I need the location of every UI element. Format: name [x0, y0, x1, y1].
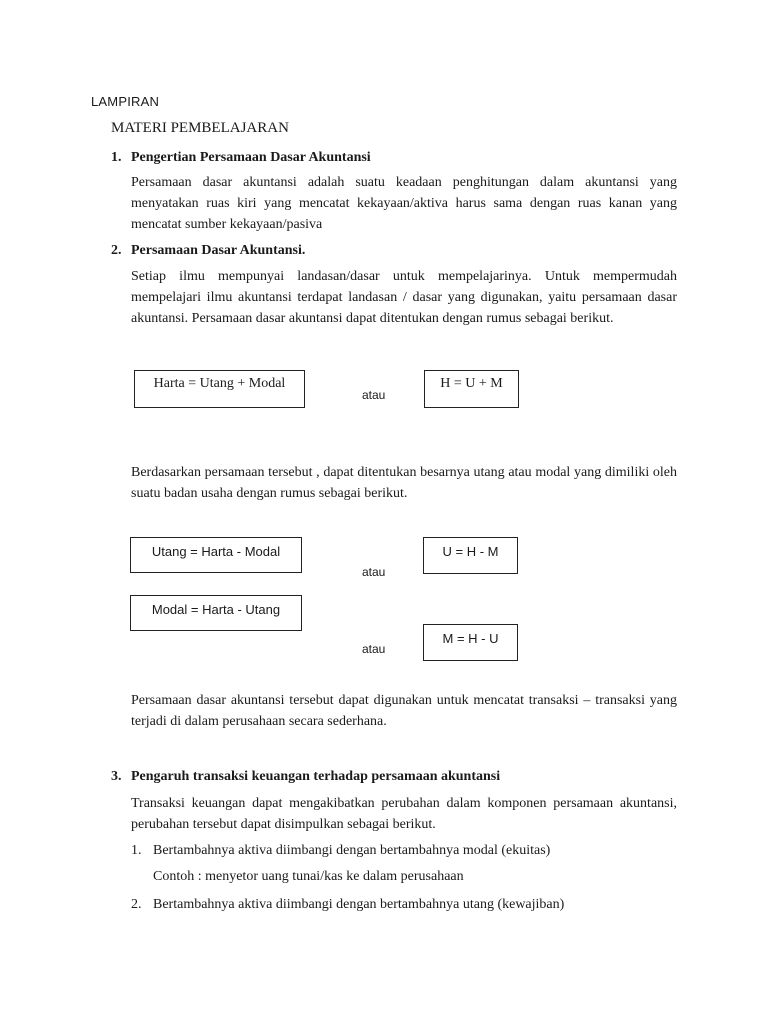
list-item-1-text: Bertambahnya aktiva diimbangi dengan bertambahnya modal (ekuitas)	[153, 843, 551, 858]
page-title: MATERI PEMBELAJARAN	[111, 120, 289, 136]
section2-body3: Persamaan dasar akuntansi tersebut dapat digunakan untuk mencatat transaksi – transaksi yang terjadi di dalam perusahaan secara sederhana.	[131, 693, 677, 729]
atau-label-2: atau	[362, 565, 386, 579]
atau-label-3: atau	[362, 642, 386, 656]
formula-modal-text: Modal = Harta - Utang	[151, 602, 281, 617]
list-item-1-example: Contoh : menyetor uang tunai/kas ke dalam perusahaan	[153, 869, 464, 884]
section2-body: Setiap ilmu mempunyai landasan/dasar untuk mempelajarinya. Untuk mempermudah mempelajari ilmu akuntansi terdapat landasan / dasar yang digunakan, yaitu persamaan dasar akuntansi. Persamaan dasar akuntansi dapat ditentukan dengan rumus sebagai berikut.	[131, 269, 677, 326]
formula-hum-box	[424, 370, 519, 408]
lampiran-label: LAMPIRAN	[91, 94, 160, 109]
section1-body: Persamaan dasar akuntansi adalah suatu keadaan penghitungan dalam akuntansi yang menyatakan ruas kiri yang mencatat kekayaan/aktiva harus sama dengan ruas kanan yang mencatat sumber kekayaan/pasiva	[131, 175, 677, 232]
section1-title: Pengertian Persamaan Dasar Akuntansi	[131, 150, 371, 165]
section3-number: 3.	[111, 769, 122, 784]
section3-title: Pengaruh transaksi keuangan terhadap persamaan akuntansi	[131, 769, 501, 784]
formula-mhu-box	[423, 624, 518, 661]
formula-hum-text: H = U + M	[440, 376, 503, 391]
section2-title: Persamaan Dasar Akuntansi.	[131, 243, 306, 258]
atau-label-1: atau	[362, 388, 386, 402]
list-item-2-number: 2.	[131, 897, 142, 912]
list-item-1-number: 1.	[131, 843, 142, 858]
section2-body2: Berdasarkan persamaan tersebut , dapat ditentukan besarnya utang atau modal yang dimiliki oleh suatu badan usaha dengan rumus sebagai berikut.	[131, 465, 677, 501]
formula-uhm-text: U = H - M	[442, 544, 499, 559]
formula-uhm-box	[423, 537, 518, 574]
formula-harta-box	[134, 370, 305, 408]
formula-mhu-text: M = H - U	[442, 631, 499, 646]
formula-utang-box	[130, 537, 302, 573]
section2-number: 2.	[111, 243, 122, 258]
section1-number: 1.	[111, 150, 122, 165]
formula-modal-box	[130, 595, 302, 631]
section3-body: Transaksi keuangan dapat mengakibatkan perubahan dalam komponen persamaan akuntansi, perubahan tersebut dapat disimpulkan sebagai berikut.	[131, 796, 677, 832]
list-item-2-text: Bertambahnya aktiva diimbangi dengan bertambahnya utang (kewajiban)	[153, 897, 565, 912]
formula-utang-text: Utang = Harta - Modal	[151, 544, 281, 559]
formula-harta-text: Harta = Utang + Modal	[153, 376, 286, 391]
